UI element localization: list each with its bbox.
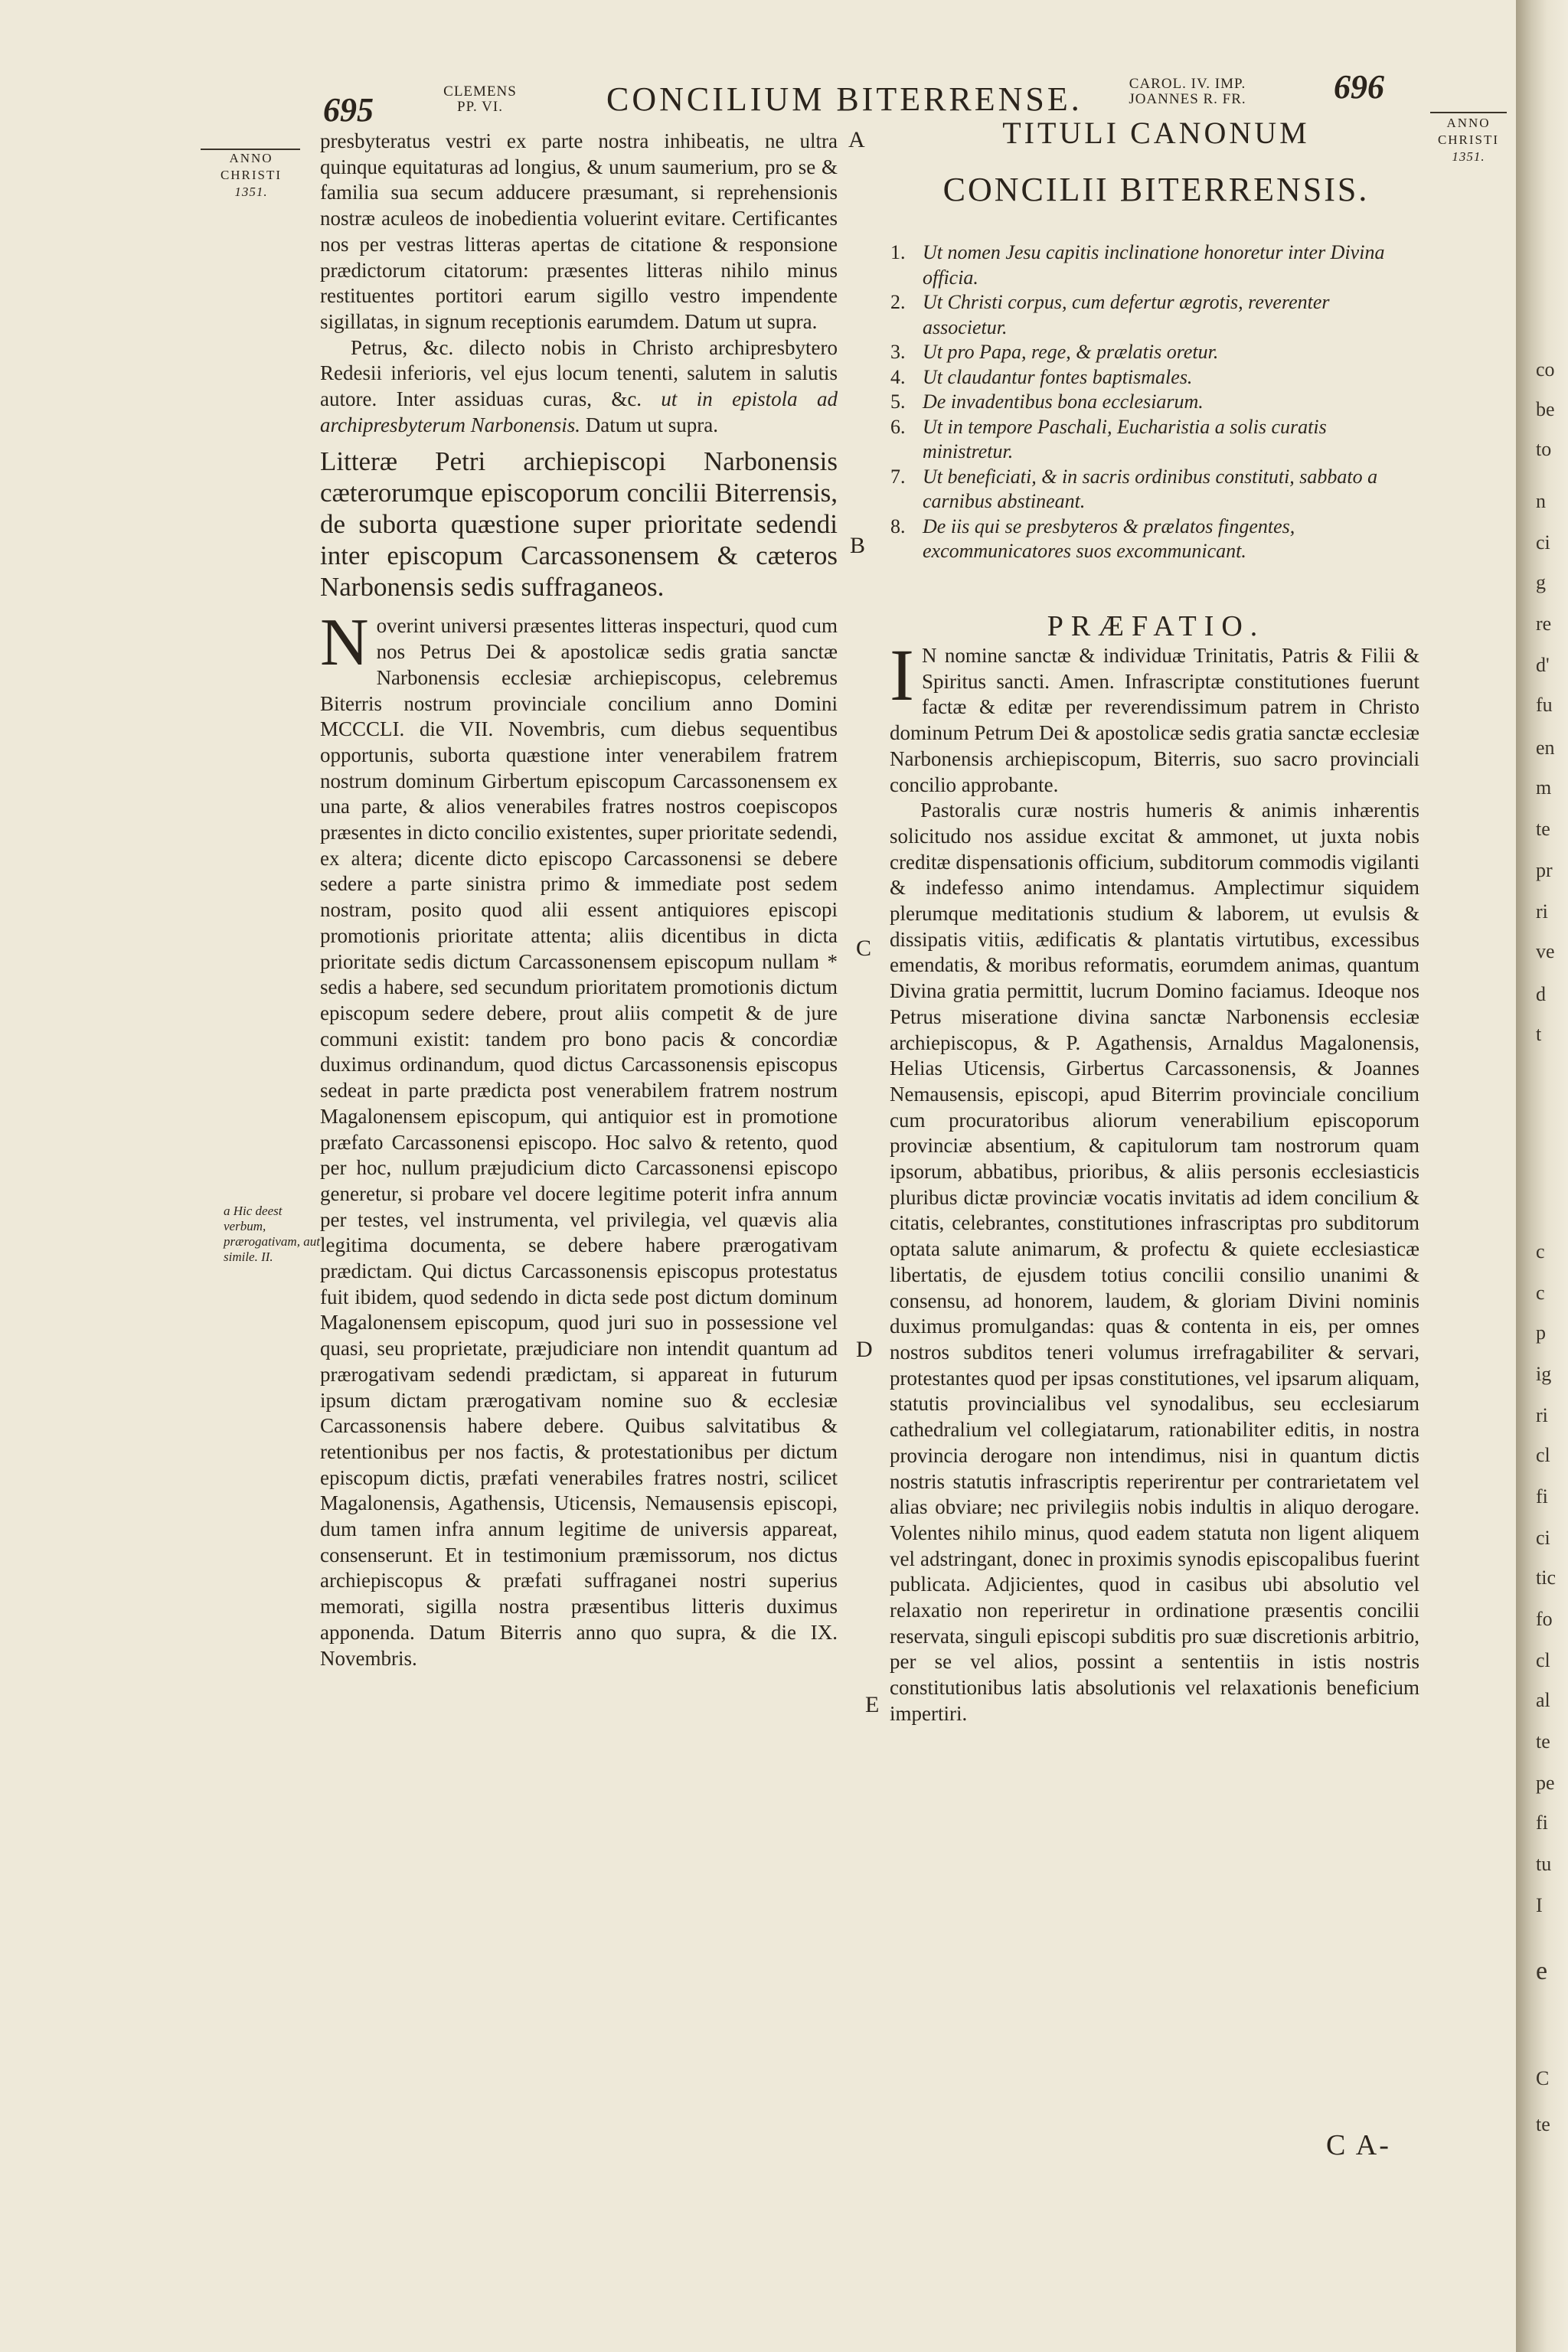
letter-body: [320, 606, 838, 1671]
gutter-fragment: tu: [1536, 1853, 1552, 1875]
left-margin-anno: [205, 150, 297, 201]
gutter-fragment: d': [1536, 654, 1550, 676]
gutter-fragment: ci: [1536, 531, 1550, 554]
left-running-head-small: [438, 84, 522, 115]
left-folio-number: 695: [323, 91, 374, 129]
gutter-fragment: cl: [1536, 1444, 1550, 1466]
canons-title-line2: CONCILII BITERRENSIS.: [942, 171, 1370, 208]
gutter-fragment: p: [1536, 1321, 1546, 1344]
canons-list: [890, 240, 1419, 564]
canon-item: [890, 390, 1419, 415]
canon-item: [890, 240, 1419, 290]
canon-item: [890, 340, 1419, 365]
gutter-fragment: n: [1536, 490, 1546, 512]
marginal-note: a Hic deest verbum, prærogativam, aut simile. II.: [224, 1204, 320, 1264]
intro-paragraph: presbyteratus vestri ex parte nostra inhibeatis, ne ultra quinque equitaturas ad longius, & unum saumerium, pro se & familia sua secum adducere præsumant, si reprehensionis nostræ aculeos de inobedientia voluerint evitare. Certificantes nos per vestras litteras apertas de citatione & responsione prædictorum citatorum: præsentes litteras nihilo minus restituentes portitori earum sigillo vestro impendente sigillatas, in signum receptionis earumdem. Datum ut supra.: [320, 129, 838, 333]
gutter-fragment: fo: [1536, 1608, 1553, 1630]
christi-label: CHRISTI: [220, 168, 283, 182]
gutter-fragment: ri: [1536, 900, 1548, 923]
canon-item: [890, 465, 1419, 514]
next-page-edge: [1516, 0, 1568, 2352]
gutter-fragment: ve: [1536, 940, 1555, 962]
petrus-text-end: Datum ut supra.: [585, 413, 718, 436]
running-title: CONCILIUM BITERRENSE.: [606, 80, 1083, 118]
gutter-fragment: fi: [1536, 1811, 1548, 1834]
right-running-head-small: [1115, 77, 1260, 107]
section-letter-e: E: [865, 1692, 880, 1717]
canon-text: Ut in tempore Paschali, Eucharistia a solis curatis ministretur.: [923, 415, 1327, 462]
canon-item: [890, 415, 1419, 465]
gutter-fragment: be: [1536, 398, 1555, 420]
gutter-fragment: to: [1536, 438, 1552, 460]
gutter-fragment: ig: [1536, 1363, 1552, 1385]
canon-number: 8.: [890, 514, 906, 537]
canon-number: 5.: [890, 390, 906, 413]
gutter-fragment: pe: [1536, 1772, 1555, 1794]
gutter-fragment: g: [1536, 571, 1546, 593]
canon-text: De iis qui se presbyteros & prælatos fingentes, excommunicatores suos excommunicant.: [923, 514, 1295, 562]
gutter-fragment: c: [1536, 1240, 1545, 1263]
anno-label: ANNO: [1446, 116, 1491, 130]
gutter-fragment: al: [1536, 1689, 1550, 1711]
canon-item: [890, 290, 1419, 340]
right-column-text: [890, 634, 1419, 1727]
anno-label: ANNO: [229, 151, 273, 165]
left-column: [320, 129, 838, 1671]
emperor-name: CAROL. IV. IMP.: [1129, 76, 1246, 92]
canon-number: 7.: [890, 465, 906, 488]
gutter-fragment: ri: [1536, 1404, 1548, 1426]
gutter-fragment: cl: [1536, 1649, 1550, 1671]
canon-text: Ut claudantur fontes baptismales.: [923, 365, 1193, 388]
gutter-fragment: pr: [1536, 859, 1553, 881]
praefatio-title: PRÆFATIO.: [1047, 610, 1266, 642]
gutter-fragment: I: [1536, 1894, 1543, 1916]
canon-text: Ut beneficiati, & in sacris ordinibus constituti, sabbato a carnibus abstineant.: [923, 465, 1378, 512]
section-letter-b: B: [850, 533, 866, 558]
canon-number: 6.: [890, 415, 906, 438]
canon-text: Ut nomen Jesu capitis inclinatione honoretur inter Divina officia.: [923, 241, 1385, 289]
gutter-fragment: re: [1536, 612, 1552, 635]
gutter-fragment: fu: [1536, 694, 1553, 716]
pope-name: CLEMENS: [443, 83, 517, 100]
catchword: C A-: [1326, 2129, 1391, 2161]
gutter-fragment: fi: [1536, 1485, 1548, 1508]
section-letter-c: C: [856, 936, 872, 961]
pope-title: PP. VI.: [457, 99, 503, 115]
gutter-fragment: d: [1536, 983, 1546, 1005]
year-label: 1351.: [234, 185, 268, 199]
gutter-fragment: co: [1536, 358, 1555, 381]
letter-heading: Litteræ Petri archiepiscopi Narbonensis cæterorumque episcoporum concilii Biterrensis, de suborta quæstione super prioritate sedendi inter episcopum Carcassonensem & cæteros Narbonensis sedis suffraganeos.: [320, 446, 838, 603]
canon-number: 3.: [890, 341, 906, 363]
petrus-text: Petrus, &c. dilecto nobis in Christo archipresbytero Redesii inferioris, vel ejus locum tenenti, salutem in salutis autore. Inter assiduas curas, &c.: [320, 335, 838, 411]
gutter-fragment: tic: [1536, 1566, 1556, 1589]
section-letter-d: D: [856, 1337, 873, 1362]
christi-label: CHRISTI: [1437, 132, 1500, 147]
canon-text: Ut Christi corpus, cum defertur ægrotis, reverenter associetur.: [923, 291, 1330, 338]
drop-cap-n: N: [320, 606, 369, 681]
gutter-fragment: e: [1536, 1957, 1548, 1985]
canon-number: 1.: [890, 241, 906, 263]
gutter-fragment: C: [1536, 2067, 1550, 2089]
gutter-fragment: te: [1536, 2113, 1550, 2135]
right-folio-number: 696: [1334, 68, 1384, 106]
gutter-fragment: te: [1536, 818, 1550, 840]
praefatio-paragraph-1: [890, 634, 1419, 798]
gutter-fragment: t: [1536, 1023, 1542, 1045]
gutter-fragment: ci: [1536, 1527, 1550, 1549]
letter-body-text: overint universi præsentes litteras inspecturi, quod cum nos Petrus Dei & apostolicæ sedis gratia sanctæ Narbonensis ecclesiæ archiepiscopus, celebremus Biterris nostrum provinciale concilium anno Domini MCCCLI. die VII. Novembris, cum diebus sequentibus opportunis, suborta quæstione inter venerabilem fratrem nostrum dominum Girbertum episcopum Carcassonensem ex una parte, & alios venerabiles fratres nostros coepiscopos præsentes in dicto concilio existentes, super prioritate sedendi, ex altera; dicente dicto episcopo Carcassonensi se debere sedere a parte sinistra primo & immediate post sedem nostram, posito quod alii essent antiquiores episcopi promotionis prioritate attenta; aliis dicentibus in dicta prioritate sedis dictum Carcassonensem episcopum nullam * sedis a habere, sed secundum prioritatem promotionis dictum episcopum sedere debere, prout aliis competit & de jure communi existit: tandem pro bono pacis & concordiæ duximus ordinandum, quod dictus Carcassonensis episcopus sedeat in parte prædicta post venerabilem fratrem nostrum Magalonensem episcopum, qui antiquior est in promotione præfato Carcassonensi episcopo. Hoc salvo & retento, quod per hoc, nullum præjudicium dicto Carcassonensi episcopo generetur, si probare vel docere legitime poterit infra annum per testes, vel instrumenta, vel privilegia, vel quævis alia legitima documenta, se debere habere prærogativam prædictam. Qui dictus Carcassonensis episcopus protestatus fuit ibidem, quod sedendo in dicta sede post dictum dominum Magalonensem episcopum, quod juri suo in possessione vel quasi, seu proprietate, præjudiciare non intendit quantum ad prærogativam sedendi prædictam, si appareat in futurum ipsum dictam prærogativam nomine suo & ecclesiæ Carcassonensis habere debere. Quibus salvitatibus & retentionibus per nos factis, & protestationibus per dictum episcopum dictis, præfati venerabiles fratres nostri, scilicet Magalonensis, Agathensis, Uticensis, Nemausensis episcopi, dum tamen infra annum legitime de universis appareat, consenserunt. Et in testimonium præmissorum, nos dictus archiepiscopus & præfati suffraganei nostri superius memorati, sigilla nostra præsentibus litteris duximus apponenda. Datum Biterris anno quo supra, & die IX. Novembris.: [320, 614, 838, 1670]
canons-title-line1: TITULI CANONUM: [1002, 116, 1310, 150]
drop-cap-i: I: [890, 634, 914, 716]
king-name: JOANNES R. FR.: [1129, 91, 1246, 107]
right-margin-rule: [1430, 112, 1507, 113]
praefatio-text-1: N nomine sanctæ & individuæ Trinitatis, Patris & Filii & Spiritus sancti. Amen. Infrascriptæ constitutiones fuerunt factæ & editæ per reverendissimum patrem in Christo dominum Petrum Dei & apostolicæ sedis gratia sanctæ ecclesiæ Narbonensis archiepiscopum, Biterris, suo sacro provinciali concilio approbante.: [890, 644, 1419, 796]
petrus-letter-paragraph: [320, 335, 838, 439]
canon-item: [890, 365, 1419, 390]
right-margin-anno: [1426, 115, 1511, 165]
section-letter-a: A: [848, 127, 865, 152]
canon-text: Ut pro Papa, rege, & prælatis oretur.: [923, 341, 1219, 363]
gutter-fragment: en: [1536, 737, 1555, 759]
gutter-fragment: te: [1536, 1730, 1550, 1753]
gutter-fragment: m: [1536, 776, 1552, 799]
canon-number: 2.: [890, 291, 906, 313]
canon-text: De invadentibus bona ecclesiarum.: [923, 390, 1204, 413]
gutter-fragment: c: [1536, 1282, 1545, 1304]
canon-number: 4.: [890, 365, 906, 388]
year-label: 1351.: [1452, 149, 1485, 164]
petrus-text-italic: ut in epistola ad archipresbyterum Narbonensis.: [320, 387, 838, 436]
praefatio-paragraph-2: Pastoralis curæ nostris humeris & animis inhærentis solicitudo nos assidue excitat & ammonet, ut juxta nobis creditæ dispensationis officium, subditorum commodis vigilanti & indefesso animo intendamus. Amplectimur siquidem plerumque meditationis studium & laborem, ut evulsis & dissipatis vitiis, ædificatis & plantatis virtutibus, excessibus emendatis, & moribus reformatis, eorumdem animas, quantum Divina gratia permittit, lucrum Domino faciamus. Ideoque nos Petrus miseratione divina sanctæ Narbonensis ecclesiæ archiepiscopus, & P. Agathensis, Arnaldus Magalonensis, Helias Uticensis, Girbertus Carcassonensis, & Joannes Nemausensis, episcopi, apud Biterrim provinciale concilium cum procuratoribus aliorum venerabilium episcoporum provinciæ absentium, & capitulorum tam nostrorum quam ipsorum, abbatibus, prioribus, & aliis personis ecclesiasticis pluribus dictæ provinciæ vocatis invitatis ad idem concilium & citatis, celebrantes, constitutiones infrascriptas pro subditorum optata salute animarum, & profectu & quiete ecclesiasticæ libertatis, de ejusdem totius concilii consilio unanimi & consensu, ad honorem, laudem, & gloriam Divini nominis duximus promulgandas: quas & contenta in eis, per omnes nostros subditos teneri volumus irrefragabiliter & servari, protestantes quod per ipsas constitutiones, vel ipsarum aliquam, statutis provincialibus vel synodalibus, seu ecclesiarum cathedralium vel collegiatarum, rationabiliter editis, in nostra provincia derogare non intendimus, nisi in quantum dictis nostris statutis infrascriptis reperirentur per contrarietatem vel alias obviare; nec privilegiis nobis indultis in aliquo derogare. Volentes nihilo minus, quod eadem statuta non ligent aliquem vel adstringant, donec in proximis synodis episcopalibus fuerint publicata. Adjicientes, quod in casibus ubi absolutio vel relaxatio non reperiretur in ordinatione præsentis concilii reservata, singuli episcopi subditis pro suæ discretionis arbitrio, per se vel alios, possint a sententiis in istis nostris constitutionibus latis absolutionis vel relaxationis beneficium impertiri.: [890, 799, 1419, 1725]
canon-item: [890, 514, 1419, 564]
